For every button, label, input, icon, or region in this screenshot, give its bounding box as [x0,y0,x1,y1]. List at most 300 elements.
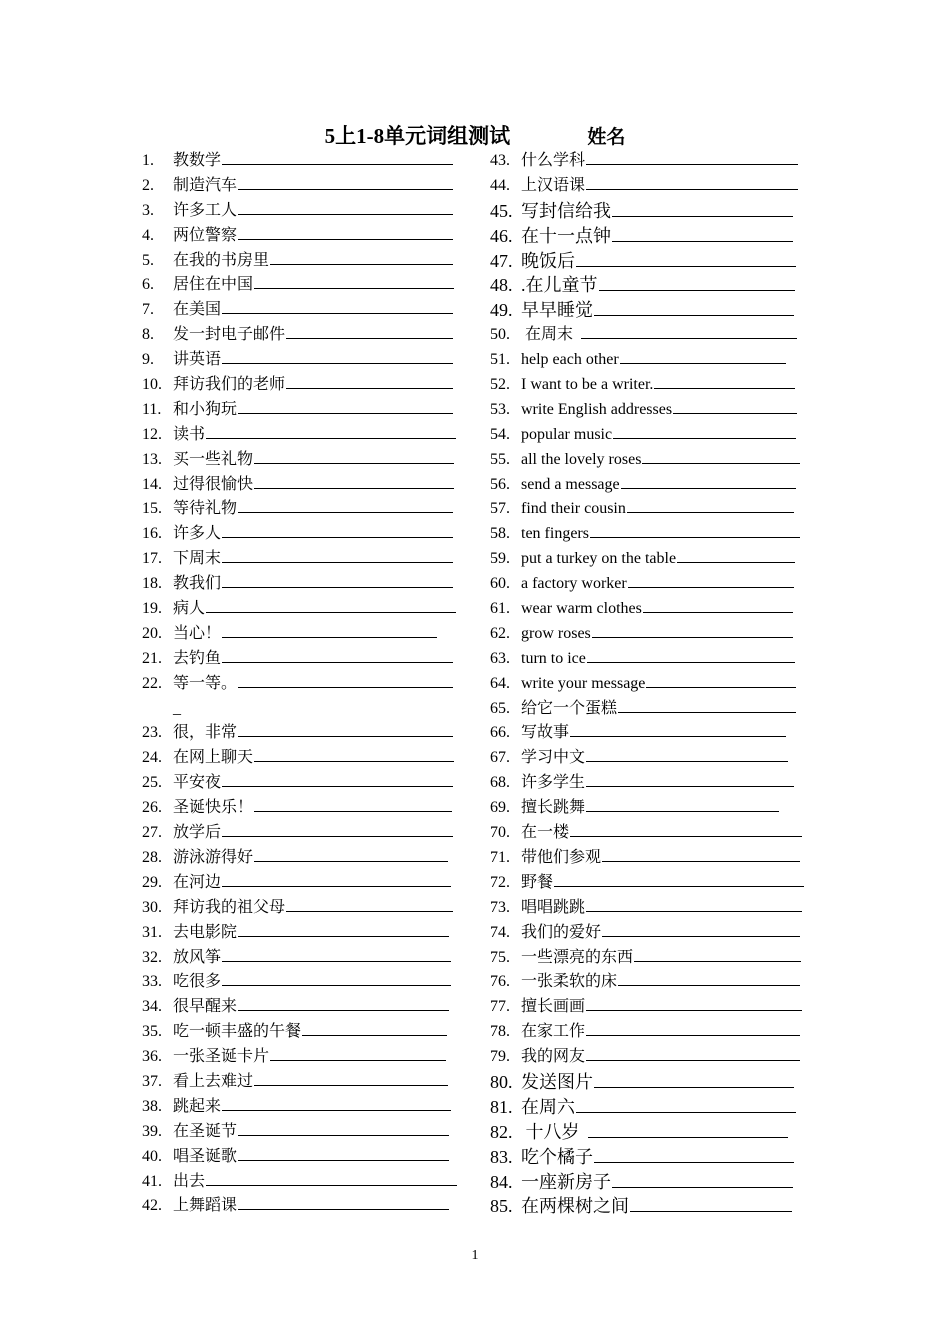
vocab-item [142,771,462,796]
vocab-item [490,298,810,323]
vocab-item [142,1194,462,1219]
answer-blank[interactable] [206,437,456,439]
item-phrase: _ [173,699,181,717]
item-phrase: 在一楼 [521,824,570,842]
item-phrase: a factory worker [521,575,627,593]
item-number: 74. [490,923,510,941]
vocab-item [490,522,810,547]
answer-blank[interactable] [254,1084,448,1086]
answer-blank[interactable] [630,1210,792,1212]
vocab-item [142,497,462,522]
item-phrase: 晚饭后 [521,250,575,271]
item-phrase: 拜访我们的老师 [173,376,286,394]
answer-blank[interactable] [621,487,796,489]
item-phrase: 我的网友 [521,1048,586,1066]
vocab-item [142,921,462,946]
item-number: 18. [142,575,162,593]
answer-blank[interactable] [618,984,800,986]
name-label: 姓名 [587,127,626,148]
answer-blank[interactable] [222,661,453,663]
answer-blank[interactable] [576,1111,796,1113]
item-number: 57. [490,500,510,518]
item-number: 19. [142,600,162,618]
item-number: 12. [142,425,162,443]
vocab-item [142,746,462,771]
item-number: 16. [142,525,162,543]
item-phrase: 去电影院 [173,923,238,941]
item-number: 31. [142,923,162,941]
vocab-item [490,1045,810,1070]
item-number: 66. [490,724,510,742]
vocab-item [142,398,462,423]
answer-blank[interactable] [586,810,779,812]
answer-blank[interactable] [270,263,453,265]
item-number: 70. [490,824,510,842]
item-phrase: 擅长画画 [521,998,586,1016]
item-phrase: 吃很多 [173,973,222,991]
vocab-item [142,298,462,323]
item-phrase: 在周六 [521,1096,575,1117]
vocab-item [490,721,810,746]
answer-blank[interactable] [586,1059,800,1061]
item-number: 60. [490,575,510,593]
item-phrase: 许多人 [173,525,222,543]
item-number: 42. [142,1197,162,1215]
item-phrase: write English addresses [521,400,673,418]
item-number: 58. [490,525,510,543]
item-number: 67. [490,749,510,767]
item-phrase: 圣诞快乐！ [173,799,254,817]
vocab-item [490,423,810,448]
item-number: 63. [490,649,510,667]
item-phrase: 写故事 [521,724,570,742]
answer-blank[interactable] [222,163,453,165]
vocab-item [490,796,810,821]
item-phrase: 一张圣诞卡片 [173,1048,270,1066]
answer-blank[interactable] [643,611,793,613]
vocab-item [142,448,462,473]
answer-blank[interactable] [222,586,453,588]
vocab-item [490,473,810,498]
item-phrase: 制造汽车 [173,176,238,194]
item-phrase: 出去 [173,1172,206,1190]
vocab-item [142,547,462,572]
vocab-item [490,547,810,572]
item-phrase: 很，非常 [173,724,238,742]
item-number: 20. [142,624,162,642]
item-number: 48. [490,275,513,296]
answer-blank[interactable] [642,462,800,464]
item-phrase: 擅长跳舞 [521,799,586,817]
item-phrase: 在河边 [173,873,222,891]
item-number: 44. [490,176,510,194]
vocab-item [142,995,462,1020]
answer-blank[interactable] [222,636,437,638]
item-number: 39. [142,1122,162,1140]
item-phrase: 下周末 [173,550,222,568]
item-number: 62. [490,624,510,642]
answer-blank[interactable] [599,289,795,291]
vocab-item [490,398,810,423]
item-number: 73. [490,898,510,916]
answer-blank[interactable] [206,611,456,613]
vocab-item [142,249,462,274]
vocab-item [490,1070,810,1095]
vocab-item [142,522,462,547]
answer-blank[interactable] [677,561,795,563]
vocab-item [490,995,810,1020]
item-phrase: 一座新房子 [521,1171,611,1192]
answer-blank[interactable] [613,437,796,439]
item-phrase: help each other [521,351,619,369]
vocab-item [142,896,462,921]
vocab-item [142,821,462,846]
item-phrase: write your message [521,674,646,692]
item-phrase: .在儿童节 [521,275,598,296]
item-phrase: 拜访我的祖父母 [173,898,286,916]
answer-blank[interactable] [238,1134,449,1136]
item-number: 68. [490,774,510,792]
answer-blank[interactable] [238,213,453,215]
item-phrase: 教我们 [173,575,222,593]
answer-blank[interactable] [238,1009,449,1011]
answer-blank[interactable] [570,835,802,837]
vocab-item [490,771,810,796]
item-number: 56. [490,475,510,493]
item-number: 34. [142,998,162,1016]
item-phrase: 放学后 [173,824,222,842]
answer-blank[interactable] [222,960,451,962]
answer-blank[interactable] [254,810,452,812]
vocab-item [490,746,810,771]
item-phrase: 一张柔软的床 [521,973,618,991]
item-number: 8. [142,326,154,344]
vocab-item [490,1145,810,1170]
vocab-item [490,448,810,473]
answer-blank[interactable] [586,1034,800,1036]
item-number: 4. [142,226,154,244]
answer-blank[interactable] [627,511,794,513]
item-phrase: 吃一顿丰盛的午餐 [173,1023,302,1041]
answer-blank[interactable] [646,686,796,688]
item-phrase: 给它一个蛋糕 [521,699,618,717]
answer-blank[interactable] [222,984,451,986]
answer-blank[interactable] [673,412,797,414]
answer-blank[interactable] [254,860,448,862]
item-number: 69. [490,799,510,817]
answer-blank[interactable] [270,1059,446,1061]
item-number: 26. [142,799,162,817]
item-number: 28. [142,848,162,866]
vocab-item [142,572,462,597]
item-phrase: I want to be a writer. [521,376,654,394]
answer-blank[interactable] [618,711,796,713]
vocab-item [142,273,462,298]
item-number: 30. [142,898,162,916]
item-number: 54. [490,425,510,443]
item-number: 14. [142,475,162,493]
vocab-item [142,1070,462,1095]
item-phrase: 唱唱跳跳 [521,898,586,916]
vocab-item [490,323,810,348]
answer-blank[interactable] [238,686,453,688]
vocab-item [490,697,810,722]
item-phrase: 什么学科 [521,152,586,169]
answer-blank[interactable] [238,238,453,240]
answer-blank[interactable] [238,1208,449,1210]
answer-blank[interactable] [254,760,454,762]
answer-blank[interactable] [612,240,793,242]
item-phrase: 十八岁 [521,1121,580,1142]
item-number: 49. [490,300,513,321]
answer-blank[interactable] [222,536,453,538]
item-number: 55. [490,450,510,468]
vocab-item [142,1120,462,1145]
item-number: 77. [490,998,510,1016]
answer-blank[interactable] [594,1086,794,1088]
answer-blank[interactable] [222,1109,451,1111]
item-number: 27. [142,824,162,842]
item-phrase: 在周末 [521,326,574,344]
vocab-item [490,1194,810,1219]
answer-blank[interactable] [238,735,453,737]
answer-blank[interactable] [286,910,453,912]
item-number: 32. [142,948,162,966]
item-number: 35. [142,1023,162,1041]
item-phrase: 唱圣诞歌 [173,1147,238,1165]
item-phrase: send a message [521,475,620,493]
vocab-item [490,871,810,896]
item-phrase: find their cousin [521,500,626,518]
answer-blank[interactable] [222,785,453,787]
item-phrase: 读书 [173,425,206,443]
vocab-item [490,273,810,298]
answer-blank[interactable] [576,265,796,267]
item-number: 59. [490,550,510,568]
vocab-item [490,921,810,946]
item-phrase: ten fingers [521,525,589,543]
vocab-item [142,1020,462,1045]
item-phrase: put a turkey on the table [521,550,677,568]
item-number: 80. [490,1071,513,1092]
item-number: 33. [142,973,162,991]
vocab-item [490,1095,810,1120]
vocab-item [142,846,462,871]
answer-blank[interactable] [588,1136,788,1138]
vocab-item [490,846,810,871]
vocab-item [490,373,810,398]
vocab-item [142,473,462,498]
vocab-item [490,622,810,647]
answer-blank[interactable] [628,586,794,588]
vocab-item [490,1020,810,1045]
item-number: 52. [490,376,510,394]
vocab-item [490,174,810,199]
item-phrase: 一些漂亮的东西 [521,948,634,966]
item-number: 75. [490,948,510,966]
vocab-item [490,1170,810,1195]
item-number: 47. [490,250,513,271]
item-number: 10. [142,376,162,394]
answer-blank[interactable] [654,387,795,389]
page-title [0,120,950,150]
item-phrase: 跳起来 [173,1097,222,1115]
item-phrase: 当心！ [173,624,222,642]
item-number: 2. [142,176,154,194]
item-phrase: 在网上聊天 [173,749,254,767]
vocab-item [490,199,810,224]
vocab-item [142,597,462,622]
vocab-item [490,497,810,522]
item-phrase: 学习中文 [521,749,586,767]
item-phrase: 许多学生 [521,774,586,792]
item-phrase: 发送图片 [521,1071,593,1092]
answer-blank[interactable] [222,312,453,314]
vocab-item [490,149,810,174]
item-phrase: 两位警察 [173,226,238,244]
answer-blank[interactable] [238,412,453,414]
item-number: 46. [490,225,513,246]
vocab-item [490,249,810,274]
item-phrase: turn to ice [521,649,586,667]
item-number: 25. [142,774,162,792]
answer-blank[interactable] [254,487,454,489]
item-number: 53. [490,400,510,418]
answer-blank[interactable] [587,661,795,663]
item-number: 65. [490,699,510,717]
item-number: 37. [142,1072,162,1090]
answer-blank[interactable] [590,536,800,538]
item-number: 40. [142,1147,162,1165]
vocab-item [490,946,810,971]
vocab-item [490,647,810,672]
vocab-item [142,348,462,373]
item-number: 71. [490,848,510,866]
answer-blank[interactable] [286,337,453,339]
item-phrase: 在美国 [173,301,222,319]
answer-blank[interactable] [238,511,453,513]
item-number: 36. [142,1048,162,1066]
answer-blank[interactable] [286,387,453,389]
item-phrase: 上汉语课 [521,176,586,194]
answer-blank[interactable] [586,785,794,787]
vocab-item [142,672,462,697]
item-number: 85. [490,1196,513,1217]
vocab-item [142,1095,462,1120]
item-number: 11. [142,400,162,418]
answer-blank[interactable] [634,960,801,962]
answer-blank[interactable] [612,215,793,217]
item-number: 5. [142,251,154,269]
item-number: 38. [142,1097,162,1115]
answer-blank[interactable] [554,885,804,887]
item-phrase: 在两棵树之间 [521,1196,629,1217]
item-phrase: 在圣诞节 [173,1122,238,1140]
answer-blank[interactable] [238,935,449,937]
answer-blank[interactable] [222,362,453,364]
answer-blank[interactable] [254,462,454,464]
answer-blank[interactable] [602,860,800,862]
item-phrase: 在十一点钟 [521,225,611,246]
vocab-item [490,672,810,697]
item-phrase: 去钓鱼 [173,649,222,667]
item-number: 15. [142,500,162,518]
answer-blank[interactable] [570,735,786,737]
answer-blank[interactable] [222,885,451,887]
item-number: 83. [490,1146,513,1167]
item-number: 61. [490,600,510,618]
item-phrase: popular music [521,425,613,443]
answer-blank[interactable] [206,1184,457,1186]
item-number: 76. [490,973,510,991]
answer-blank[interactable] [254,287,454,289]
vocab-item [490,597,810,622]
vocab-item [142,149,462,174]
item-phrase: wear warm clothes [521,600,642,618]
vocab-item [490,224,810,249]
answer-blank[interactable] [586,188,798,190]
vocab-item [142,1170,462,1195]
vocab-item [490,896,810,921]
answer-blank[interactable] [586,910,802,912]
answer-blank[interactable] [592,636,793,638]
vocab-item [490,348,810,373]
item-number: 7. [142,301,154,319]
item-number: 45. [490,200,513,221]
item-phrase: 上舞蹈课 [173,1197,238,1215]
answer-blank[interactable] [238,188,453,190]
vocab-item [142,1045,462,1070]
answer-blank[interactable] [594,314,794,316]
vocab-item [142,323,462,348]
vocab-item [490,572,810,597]
item-phrase: grow roses [521,624,591,642]
item-phrase: 和小狗玩 [173,400,238,418]
answer-blank[interactable] [222,835,453,837]
vocab-item [142,373,462,398]
answer-blank[interactable] [222,561,453,563]
answer-blank[interactable] [620,362,786,364]
item-number: 1. [142,152,154,169]
vocab-item [490,1120,810,1145]
vocab-item [142,647,462,672]
answer-blank[interactable] [612,1186,793,1188]
answer-blank[interactable] [586,163,798,165]
vocab-item [490,821,810,846]
right-column [490,149,810,1219]
answer-blank[interactable] [602,935,800,937]
answer-blank[interactable] [581,337,797,339]
item-number: 23. [142,724,162,742]
item-number: 64. [490,674,510,692]
item-phrase: 买一些礼物 [173,450,254,468]
answer-blank[interactable] [586,1009,802,1011]
item-number: 29. [142,873,162,891]
answer-blank[interactable] [302,1034,447,1036]
item-phrase: 讲英语 [173,351,222,369]
item-phrase: 等待礼物 [173,500,238,518]
vocab-item [142,697,462,722]
vocab-item [142,622,462,647]
item-phrase: 在我的书房里 [173,251,270,269]
item-phrase: 过得很愉快 [173,475,254,493]
answer-blank[interactable] [594,1161,794,1163]
answer-blank[interactable] [238,1159,449,1161]
item-phrase: 我们的爱好 [521,923,602,941]
item-number: 82. [490,1121,513,1142]
item-phrase: 等一等。 [173,674,238,692]
answer-blank[interactable] [586,760,788,762]
